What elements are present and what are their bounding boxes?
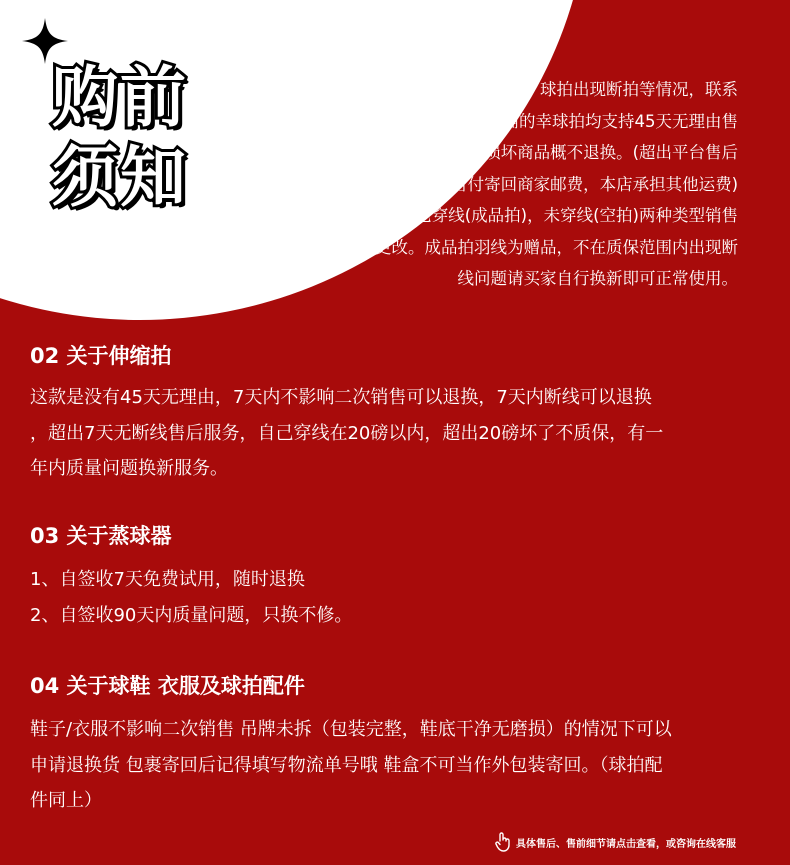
text-line: 时效买家需自付寄回商家邮费，本店承担其他运费) xyxy=(368,174,738,194)
title-line-2: 须知 xyxy=(52,139,188,216)
title-line-1: 购前 xyxy=(52,59,188,136)
section-heading-shoes-apparel: 04 关于球鞋 衣服及球拍配件 xyxy=(30,674,305,698)
text-line: 年内质量问题换新服务。 xyxy=(30,458,228,479)
pointer-hand-icon xyxy=(494,832,512,852)
text-line: 件同上） xyxy=(30,790,102,811)
text-line: 线问题请买家自行换新即可正常使用。 xyxy=(457,269,738,288)
customer-service-link-text: 具体售后、售前细节请点击查看，或咨询在线客服 xyxy=(516,838,736,850)
section-heading-telescopic-racket: 02 关于伸缩拍 xyxy=(30,344,172,368)
section-body-racket xyxy=(178,74,738,295)
section-body-telescopic-racket xyxy=(30,380,770,487)
text-line: 在线客服处理店铺的幸球拍均支持45天无理由售 xyxy=(387,111,738,131)
text-line: ，超出7天无断线售后服务，自己穿线在20磅以内，超出20磅坏了不质保，有一 xyxy=(30,422,664,444)
text-line: 1、自签收7天免费试用，随时退换 xyxy=(30,569,305,590)
customer-service-link[interactable] xyxy=(494,829,784,855)
section-heading-shuttle-steamer: 03 关于蒸球器 xyxy=(30,524,172,548)
section-heading-racket: 01 关于球拍 xyxy=(360,30,481,54)
text-line: 不支持更改。成品拍羽线为赠品，不在质保范围内出现断 xyxy=(325,237,738,257)
section-body-shoes-apparel xyxy=(30,712,770,819)
section-body-shuttle-steamer xyxy=(30,562,770,633)
text-line: 鞋子/衣服不影响二次销售 吊牌未拆（包装完整，鞋底干净无磨损）的情况下可以 xyxy=(30,719,672,740)
text-line: 球拍分为已穿线(成品拍)，未穿线(空拍)两种类型销售 xyxy=(349,206,738,225)
text-line: 这款是没有45天无理由，7天内不影响二次销售可以退换，7天内断线可以退换 xyxy=(30,387,652,408)
text-line: 申请退换货 包裹寄回后记得填写物流单号哦 鞋盒不可当作外包装寄回。（球拍配 xyxy=(30,754,663,776)
text-line: 球拍质保12个月，球拍出现断拍等情况，联系 xyxy=(403,80,738,99)
text-line: 后，人为恶意损坏商品概不退换。(超出平台售后 xyxy=(385,143,738,162)
text-line: 2、自签收90天内质量问题，只换不修。 xyxy=(30,604,353,626)
sparkle-icon xyxy=(22,18,68,64)
